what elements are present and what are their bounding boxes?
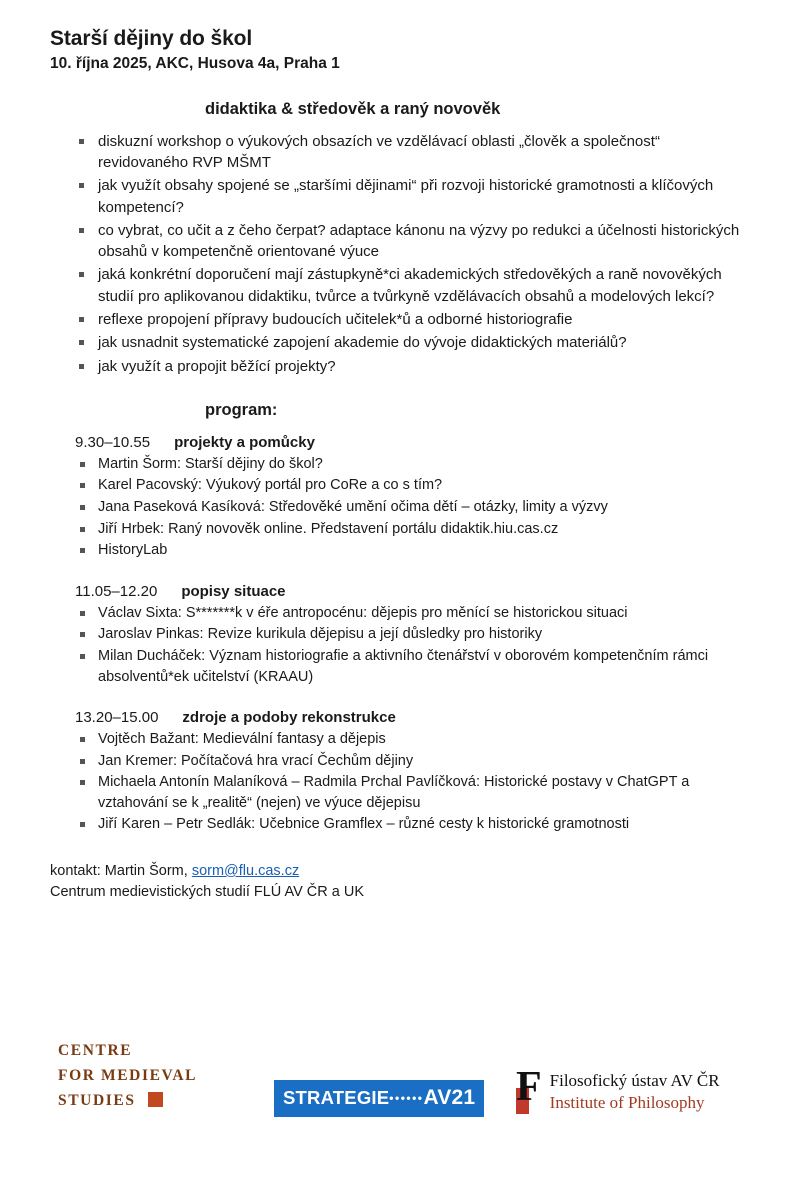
program-slot-time: 9.30–10.55 (75, 433, 151, 451)
list-item: jak využít obsahy spojené se „staršími dějinami“ při rozvoji historické gramotnosti a klíčových kompetencí? (50, 175, 746, 218)
list-item: jak využít a propojit běžící projekty? (50, 356, 746, 377)
av21-strategie-text: STRATEGIE (283, 1087, 390, 1108)
cms-logo-line-3: STUDIES (58, 1092, 136, 1110)
square-icon (148, 1092, 163, 1107)
contact-prefix: kontakt: Martin Šorm, (50, 862, 192, 879)
page-title: Starší dějiny do škol (50, 27, 253, 50)
logo-row (0, 1038, 792, 1122)
flu-logo (516, 1064, 720, 1114)
list-item: Jan Kremer: Počítačová hra vrací Čechům dějiny (50, 751, 746, 772)
list-item: Jana Paseková Kasíková: Středověké umění očima dětí – otázky, limity a výzvy (50, 497, 746, 518)
spacer (50, 701, 746, 709)
cms-logo-line-3-row (58, 1088, 226, 1113)
list-item: Karel Pacovský: Výukový portál pro CoRe a co s tím? (50, 475, 746, 496)
topic-section-heading: didaktika & středověk a raný novověk (205, 99, 501, 118)
list-item: Jaroslav Pinkas: Revize kurikula dějepisu a její důsledky pro historiky (50, 624, 746, 645)
cms-logo-line-2: FOR MEDIEVAL (58, 1067, 198, 1085)
list-item: Martin Šorm: Starší dějiny do škol? (50, 454, 746, 475)
flu-f-mark: F (516, 1064, 542, 1110)
program-slot-head (50, 709, 746, 726)
av21-dots: •••••• (389, 1091, 424, 1105)
list-item: jak usnadnit systematické zapojení akademie do vývoje didaktických materiálů? (50, 332, 746, 353)
spacer (50, 575, 746, 583)
page-subtitle: 10. října 2025, AKC, Husova 4a, Praha 1 (50, 55, 340, 73)
program-slot (50, 709, 746, 835)
program-slot-name: popisy situace (181, 582, 286, 600)
strategie-av21-logo (274, 1080, 484, 1117)
topic-bullet-list (50, 131, 746, 377)
list-item: Jiří Hrbek: Raný novověk online. Představení portálu didaktik.hiu.cas.cz (50, 519, 746, 540)
cms-logo-line-1: CENTRE (58, 1042, 133, 1059)
program-slot-name: zdroje a podoby rekonstrukce (182, 709, 396, 727)
program-slot (50, 583, 746, 687)
contact-email-link[interactable]: sorm@flu.cas.cz (191, 862, 300, 879)
program-heading: program: (205, 400, 278, 419)
list-item: Jiří Karen – Petr Sedlák: Učebnice Gramflex – různé cesty k historické gramotnosti (50, 814, 746, 835)
list-item: HistoryLab (50, 540, 746, 561)
cms-logo (58, 1038, 226, 1113)
list-item: Milan Ducháček: Význam historiografie a aktivního čtenářství v oborovém kompetenčním rámci absolventů*ek učitelství (KRAAU) (50, 646, 746, 687)
program-slot-items (50, 603, 746, 687)
list-item: Vojtěch Bažant: Medievální fantasy a dějepis (50, 729, 746, 750)
program-slot-name: projekty a pomůcky (174, 433, 315, 451)
flu-logo-cz: Filosofický ústav AV ČR (549, 1071, 720, 1090)
list-item: jaká konkrétní doporučení mají zástupkyně*ci akademických středověkých a raně novověkých studií pro aplikovanou didaktiku, tvůrce a tvůrkyně vzdělávacích obsahů a modelových lekcí? (50, 264, 746, 307)
flu-logo-text (550, 1070, 720, 1114)
contact-block (50, 861, 746, 903)
contact-line-2: Centrum medievistických studií FLÚ AV ČR a UK (50, 884, 364, 900)
list-item: Michaela Antonín Malaníková – Radmila Prchal Pavlíčková: Historické postavy v ChatGPT a vztahování se k „realitě“ (nejen) ve výuce dějepisu (50, 772, 746, 813)
program-slot-items (50, 454, 746, 561)
program-slot-items (50, 729, 746, 835)
contact-line-1 (50, 861, 746, 882)
list-item: Václav Sixta: S*******k v éře antropocénu: dějepis pro měnící se historickou situaci (50, 603, 746, 624)
program-slot-head (50, 583, 746, 600)
list-item: co vybrat, co učit a z čeho čerpat? adaptace kánonu na výzvy po redukci a účelnosti historických obsahů v kompetenčně orientované výuce (50, 220, 746, 263)
list-item: diskuzní workshop o výukových obsazích ve vzdělávací oblasti „člověk a společnost“ revidovaného RVP MŠMT (50, 131, 746, 174)
program-slot-time: 11.05–12.20 (75, 582, 158, 600)
program-slot-head (50, 434, 746, 451)
program-slot (50, 434, 746, 561)
av21-text: AV21 (423, 1086, 476, 1109)
flu-logo-en: Institute of Philosophy (549, 1093, 705, 1113)
program-slot-time: 13.20–15.00 (75, 709, 159, 727)
list-item: reflexe propojení přípravy budoucích učitelek*ů a odborné historiografie (50, 309, 746, 330)
